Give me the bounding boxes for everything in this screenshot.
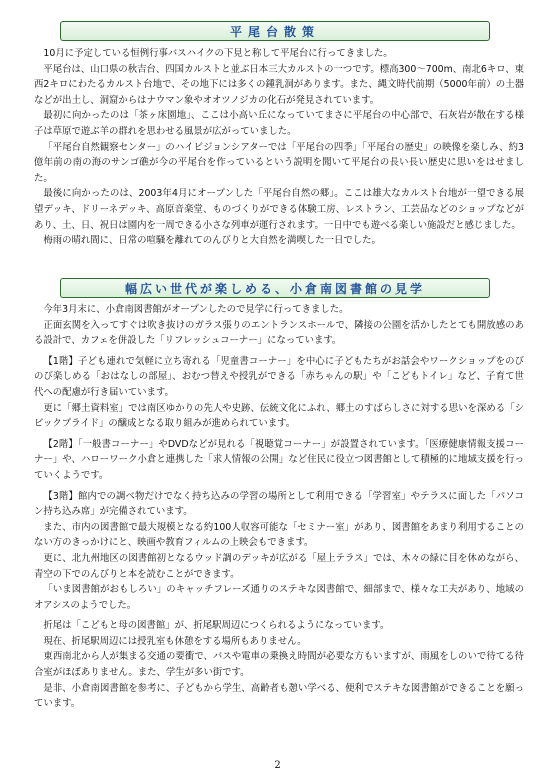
section-title-banner <box>60 21 490 41</box>
paragraph: 平尾台は、山口県の秋吉台、四国カルストと並ぶ日本三大カルストの一つです。標高300～700m、南北6キロ、東西2キロにわたるカルスト台地で、その地下には多くの鍾乳洞があります。また、縄文時代前期（5000年前）の土器などが出土し、洞窟からはナウマン象やオオツノジカの化石が発見されています。 <box>34 63 524 106</box>
paragraph: 「いま図書館がおもしろい」のキャッチフレーズ通りのステキな図書館で、細部まで、様々な工夫があり、地域のオアシスのようでした。 <box>34 584 524 611</box>
paragraph: 今年3月末に、小倉南図書館がオープンしたので見学に行ってきました。 <box>43 304 349 315</box>
paragraph: 正面玄関を入ってすぐは吹き抜けのガラス張りのエントランスホールで、隣接の公園を活かしたとても開放感のある設計で、カフェを併設した「リフレッシュコーナー」になっています。 <box>34 319 524 347</box>
paragraph: 梅雨の晴れ間に、日常の喧騒を離れてのんびりと大自然を満喫した一日でした。 <box>43 235 381 247</box>
section-library <box>34 302 524 712</box>
paragraph: また、市内の図書館で最大規模となる約100人収容可能な「セミナー室」があり、図書館をあまり利用することのない方のきっかけにと、映画や教育フィルムの上映会もできます。 <box>34 521 524 549</box>
section-title: 幅広い世代が楽しめる、小倉南図書館の見学 <box>124 281 425 296</box>
section-title: 平尾台散策 <box>229 24 320 39</box>
paragraph: 最後に向かったのは、2003年4月にオープンした「平尾台自然の郷」。ここは雄大なカルスト台地が一望できる展望デッキ、ドリーネデッキ、高原音楽堂、ものづくりができる体験工房、レストラン、工芸品などのショップなどがあり、土、日、祝日は園内を一周できる小さな列車が運行されます。一日中でも遊べる楽しい施設だと感じました。 <box>34 188 524 231</box>
paragraph: 最初に向かったのは「茶ヶ床園地」、ここは小高い丘になっていてまさに平尾台の中心部で、石灰岩が散在する様子は草原で遊ぶ羊の群れを思わせる風景が広がっていました。 <box>34 110 524 137</box>
paragraph: 是非、小倉南図書館を参考に、子どもから学生、高齢者も憩い学べる、便利でステキな図書館ができることを願っています。 <box>34 682 524 710</box>
paragraph: 東西南北から人が集まる交通の要衝で、バスや電車の乗換え時間が必要な方もいますが、雨風をしのいで待てる待合室がほぼありません。また、学生が多い街です。 <box>34 651 524 679</box>
paragraph: 更に「郷土資料室」では南区ゆかりの先人や史跡、伝統文化にふれ、郷土のすばらしさに対する思いを深める「シビックプライド」の醸成となる取り組みが進められています。 <box>34 402 524 430</box>
page-number: 2 <box>274 760 281 771</box>
paragraph: 「平尾台自然観察センター」のハイビジョンシアターでは「平尾台の四季」「平尾台の歴史」の映像を楽しみ、約3億年前の南の海のサンゴ礁が今の平尾台を作っているという説明を聞いて平尾台の長い長い歴史に思いをはせました。 <box>34 141 524 184</box>
paragraph: 現在、折尾駅周辺には授乳室も休憩をする場所もありません。 <box>43 635 307 647</box>
section-hiraodai <box>34 46 524 249</box>
paragraph: 【3階】館内での調べ物だけでなく持ち込みの学習の場所として利用できる「学習室」やテラスに面した「パソコン持ち込み席」が完備されています。 <box>34 490 524 518</box>
paragraph: 更に、北九州地区の図書館初となるウッド調のデッキが広がる「屋上テラス」では、木々の緑に目を休めながら、青空の下でのんびりと本を読むことができます。 <box>34 552 524 580</box>
paragraph: 【2階】「一般書コーナー」やDVDなどが見れる「視聴覚コーナー」が設置されています。「医療健康情報支援コーナー」や、ハローワーク小倉と連携した「求人情報の公開」など住民に役立つ図書館として積極的に地域支援を行っていくようです。 <box>34 438 524 481</box>
section-title-banner <box>60 278 490 298</box>
paragraph: 10月に予定している恒例行事バスハイクの下見と称して平尾台に行ってきました。 <box>43 48 393 59</box>
paragraph: 折尾は「こどもと母の図書館」が、折尾駅周辺につくられるようになっています。 <box>43 620 390 632</box>
paragraph: 【1階】子ども連れで気軽に立ち寄れる「児童書コーナー」を中心に子どもたちがお話会やワークショップをのびのび楽しめる「おはなしの部屋」、おむつ替えや授乳ができる「赤ちゃんの駅」や「こどもトイレ」など、子育て世代への配慮が行き届いています。 <box>34 355 524 398</box>
